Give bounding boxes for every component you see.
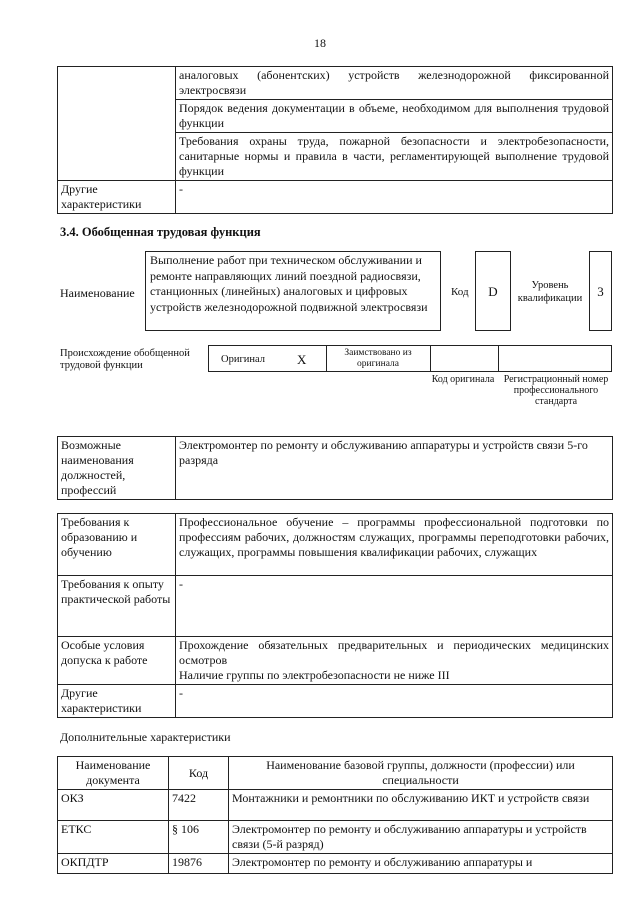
function-name-box xyxy=(145,251,441,331)
row-label: Возможные наименования должностей, профессий xyxy=(58,437,176,500)
table-row xyxy=(58,637,613,685)
reg-number-label: Регистрационный номер профессионального стандарта xyxy=(503,374,609,407)
cell-doc: ОКЗ xyxy=(58,790,169,821)
row-label: Требования к опыту практической работы xyxy=(58,576,176,637)
cell-name: Электромонтер по ремонту и обслуживанию аппаратуры и устройств связи (5-й разряд) xyxy=(229,821,613,854)
table-row xyxy=(58,821,613,854)
row-label: Другие характеристики xyxy=(58,685,176,718)
row-text: - xyxy=(176,181,613,214)
table-row xyxy=(58,437,613,500)
table-row xyxy=(58,181,613,214)
cell-code: 7422 xyxy=(169,790,229,821)
level-label: Уровень квалификации xyxy=(517,280,583,304)
divider xyxy=(430,346,431,371)
borrowed-label: Заимствовано из оригинала xyxy=(344,348,412,369)
row-text: Профессиональное обучение – программы профессиональной подготовки по профессиям рабочих, должностям служащих, программы переподготовки рабочих, служащих, программы повышения квалификации рабочих, служащих xyxy=(176,514,613,576)
section-title: 3.4. Обобщенная трудовая функция xyxy=(60,225,261,239)
row-label: Требования к образованию и обучению xyxy=(58,514,176,576)
cell-name: Электромонтер по ремонту и обслуживанию аппаратуры и xyxy=(229,854,613,874)
additional-title: Дополнительные характеристики xyxy=(60,730,231,744)
table-row xyxy=(58,790,613,821)
top-table xyxy=(57,66,613,214)
row-text: - xyxy=(176,685,613,718)
header-doc: Наименование документа xyxy=(58,757,169,790)
page-number: 18 xyxy=(314,36,326,50)
code-value-box: D xyxy=(475,251,511,331)
function-name-text: Выполнение работ при техническом обслуживании и ремонте направляющих линий поездной радиосвязи, станционных (линейных) аналоговых и цифровых устройств железнодорожной подвижной электросвязи xyxy=(150,253,428,314)
admission-text-2: Наличие группы по электробезопасности не ниже III xyxy=(179,668,450,682)
table-row xyxy=(58,514,613,576)
original-mark: X xyxy=(297,352,307,367)
row-text: Электромонтер по ремонту и обслуживанию аппаратуры и устройств связи 5-го разряда xyxy=(176,437,613,500)
row-text: Требования охраны труда, пожарной безопасности и электробезопасности, санитарные нормы и правила в части, регламентирующей выполнение трудовой функции xyxy=(176,133,613,181)
row-text: - xyxy=(176,576,613,637)
level-value-box: 3 xyxy=(589,251,612,331)
additional-table xyxy=(57,756,613,874)
header-code: Код xyxy=(169,757,229,790)
code-original-label: Код оригинала xyxy=(431,374,495,385)
divider xyxy=(498,346,499,371)
cell-code: 19876 xyxy=(169,854,229,874)
row-label: Другие характеристики xyxy=(58,181,176,214)
table-row xyxy=(58,854,613,874)
table-row xyxy=(58,576,613,637)
table-header-row xyxy=(58,757,613,790)
table-row xyxy=(58,685,613,718)
original-label: Оригинал xyxy=(221,354,265,365)
row-text: Порядок ведения документации в объеме, необходимом для выполнения трудовой функции xyxy=(176,100,613,133)
row-text xyxy=(176,637,613,685)
row-text: аналоговых (абонентских) устройств железнодорожной фиксированной электросвязи xyxy=(176,67,613,100)
positions-table xyxy=(57,436,613,500)
admission-text: Прохождение обязательных предварительных и периодических медицинских осмотров xyxy=(179,638,609,667)
origin-label: Происхождение обобщенной трудовой функции xyxy=(60,348,190,371)
requirements-table xyxy=(57,513,613,718)
row-label: Особые условия допуска к работе xyxy=(58,637,176,685)
code-label: Код xyxy=(451,286,469,298)
header-name: Наименование базовой группы, должности (профессии) или специальности xyxy=(229,757,613,790)
cell-code: § 106 xyxy=(169,821,229,854)
row-label xyxy=(58,67,176,181)
table-row xyxy=(58,67,613,100)
cell-name: Монтажники и ремонтники по обслуживанию ИКТ и устройств связи xyxy=(229,790,613,821)
cell-doc: ЕТКС xyxy=(58,821,169,854)
origin-row xyxy=(208,345,612,372)
cell-doc: ОКПДТР xyxy=(58,854,169,874)
name-label: Наименование xyxy=(60,286,135,300)
